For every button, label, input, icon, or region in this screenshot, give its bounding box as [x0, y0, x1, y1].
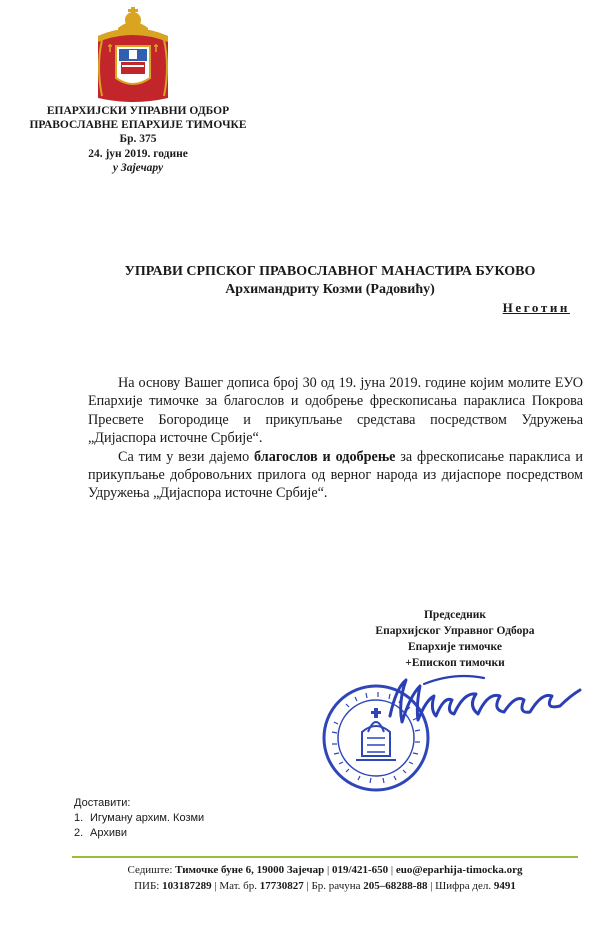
recipient-line2: Архимандриту Козми (Радовићу) [225, 282, 435, 297]
distribution-item-text: Игуману архим. Козми [90, 812, 205, 824]
signature-title-line4: +Епископ тимочки [405, 657, 505, 669]
footer-mat: 17730827 [259, 880, 304, 892]
footer-account-label: Бр. рачуна [311, 880, 364, 892]
distribution-item-text: Архиви [90, 827, 127, 839]
footer-pib-label: ПИБ: [134, 880, 163, 892]
footer-activity: 9491 [493, 880, 516, 892]
p2-end: за фрескописање параклиса и прикупљање добровољних прилога од верног народа из дијаспоре посредством Удружења „Дијаспора источне Србије“. [88, 448, 583, 502]
p2-bold: благослов и одобрење [254, 448, 396, 465]
footer-address: Тимочке буне 6, 19000 Зајечар [175, 864, 325, 876]
footer-phone: 019/421-650 [331, 864, 389, 876]
signature-title-line2: Епархијског Управног Одбора [375, 625, 535, 637]
distribution-item-number: 2. [74, 827, 84, 839]
body-paragraph-1: На основу Вашег дописа број 30 од 19. јуна 2019. године којим молите ЕУО Епархије тимочке за благослов и одобрење фрескописања параклиса Покрова Пресвете Богородице и прикупљање средстава посредством Удружења „Дијаспора источне Србије“. [88, 375, 583, 447]
footer-registration-line: ПИБ: 103187289 | Мат. бр. 17730827 | Бр. рачуна 205–68288-88 | Шифра дел. 9491 [134, 880, 516, 892]
document-number: Бр. 375 [119, 133, 157, 145]
footer-divider [72, 856, 578, 858]
footer-contact-line: Седиште: Тимочке буне 6, 19000 Зајечар | 019/421-650 | euo@eparhija-timocka.org [127, 864, 523, 876]
recipient-line1: УПРАВИ СРПСКОГ ПРАВОСЛАВНОГ МАНАСТИРА БУКОВО [124, 264, 536, 279]
distribution-item [74, 811, 204, 826]
p2-start: Са тим у вези дајемо [118, 448, 255, 465]
document-date: 24. јун 2019. године [88, 148, 188, 160]
issuer-org-line2: ПРАВОСЛАВНЕ ЕПАРХИЈЕ ТИМОЧКЕ [29, 119, 247, 131]
footer-activity-label: Шифра дел. [435, 880, 494, 892]
coat-of-arms-icon [88, 6, 178, 106]
document-city: у Зајечару [112, 162, 164, 174]
footer-email: euo@eparhija-timocka.org [395, 864, 523, 876]
distribution-list [74, 811, 204, 841]
footer-account: 205–68288-88 [363, 880, 428, 892]
body-paragraph-2 [88, 448, 583, 503]
footer-pib: 103187289 [162, 880, 212, 892]
handwritten-signature-icon [384, 666, 584, 736]
distribution-title: Доставити: [74, 797, 131, 809]
distribution-item [74, 826, 204, 841]
signature-title-line1: Председник [423, 609, 486, 621]
recipient-city: Неготин [502, 300, 570, 315]
signature-title-line3: Епархије тимочке [408, 641, 502, 653]
distribution-item-number: 1. [74, 812, 84, 824]
issuer-org-line1: ЕПАРХИЈСКИ УПРАВНИ ОДБОР [46, 105, 230, 117]
footer-mat-label: Мат. бр. [219, 880, 260, 892]
letter-body [88, 374, 583, 503]
footer-address-label: Седиште: [127, 864, 176, 876]
